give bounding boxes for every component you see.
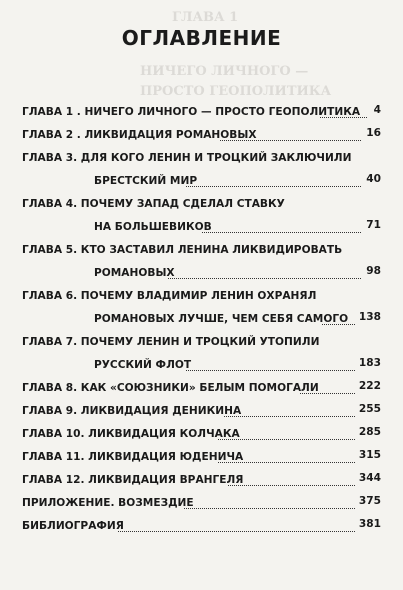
toc-entry-title-continuation: РОМАНОВЫХ ЛУЧШЕ, ЧЕМ СЕБЯ САМОГО bbox=[94, 313, 349, 325]
toc-page-number: 255 bbox=[358, 403, 381, 415]
leader-dots bbox=[186, 186, 361, 187]
toc-page-number: 71 bbox=[366, 219, 381, 231]
leader-dots bbox=[168, 278, 361, 279]
leader-dots bbox=[184, 508, 355, 509]
toc-entry-title: ПРИЛОЖЕНИЕ. ВОЗМЕЗДИЕ bbox=[22, 497, 194, 509]
toc-page-number: 183 bbox=[358, 357, 381, 369]
toc-page-number: 40 bbox=[366, 173, 381, 185]
toc-entry-title: БИБЛИОГРАФИЯ bbox=[22, 520, 124, 532]
toc-page-number: 98 bbox=[366, 265, 381, 277]
toc-page-number: 138 bbox=[358, 311, 381, 323]
toc-entry-title: ГЛАВА 9. ЛИКВИДАЦИЯ ДЕНИКИНА bbox=[22, 405, 242, 417]
toc-entry-title: ГЛАВА 3. ДЛЯ КОГО ЛЕНИН И ТРОЦКИЙ ЗАКЛЮЧИЛИ bbox=[22, 152, 352, 164]
toc-page-number: 315 bbox=[358, 449, 381, 461]
toc-page-number: 344 bbox=[358, 472, 381, 484]
toc-entry-title-continuation: РОМАНОВЫХ bbox=[94, 267, 175, 279]
toc-entry-title: ГЛАВА 8. КАК «СОЮЗНИКИ» БЕЛЫМ ПОМОГАЛИ bbox=[22, 382, 319, 394]
toc-entry-title-continuation: РУССКИЙ ФЛОТ bbox=[94, 359, 192, 371]
toc-page-number: 4 bbox=[373, 104, 381, 116]
toc-page-number: 375 bbox=[358, 495, 381, 507]
toc-page-number: 222 bbox=[358, 380, 381, 392]
page-title: ОГЛАВЛЕНИЕ bbox=[121, 26, 282, 50]
toc-entry-title: ГЛАВА 5. КТО ЗАСТАВИЛ ЛЕНИНА ЛИКВИДИРОВАТЬ bbox=[22, 244, 343, 256]
toc-entry-title: ГЛАВА 12. ЛИКВИДАЦИЯ ВРАНГЕЛЯ bbox=[22, 474, 244, 486]
leader-dots bbox=[218, 462, 355, 463]
leader-dots bbox=[322, 324, 355, 325]
toc-entry-title: ГЛАВА 7. ПОЧЕМУ ЛЕНИН И ТРОЦКИЙ УТОПИЛИ bbox=[22, 336, 320, 348]
toc-entry-title: ГЛАВА 2 . ЛИКВИДАЦИЯ РОМАНОВЫХ bbox=[22, 129, 257, 141]
toc-entry-title: ГЛАВА 4. ПОЧЕМУ ЗАПАД СДЕЛАЛ СТАВКУ bbox=[22, 198, 285, 210]
leader-dots bbox=[228, 485, 355, 486]
toc-entry-title-continuation: БРЕСТСКИЙ МИР bbox=[94, 175, 198, 187]
show-through-background: ГЛАВА 1 НИЧЕГО ЛИЧНОГО — ПРОСТО ГЕОПОЛИТИКА bbox=[140, 10, 332, 99]
toc-page-number: 16 bbox=[366, 127, 381, 139]
toc-page-number: 381 bbox=[358, 518, 381, 530]
leader-dots bbox=[118, 531, 355, 532]
toc-page-number: 285 bbox=[358, 426, 381, 438]
leader-dots bbox=[186, 370, 355, 371]
toc-entry-title: ГЛАВА 11. ЛИКВИДАЦИЯ ЮДЕНИЧА bbox=[22, 451, 244, 463]
toc-entry-title: ГЛАВА 6. ПОЧЕМУ ВЛАДИМИР ЛЕНИН ОХРАНЯЛ bbox=[22, 290, 317, 302]
leader-dots bbox=[300, 393, 355, 394]
toc-entry-title: ГЛАВА 10. ЛИКВИДАЦИЯ КОЛЧАКА bbox=[22, 428, 240, 440]
toc-entry-title: ГЛАВА 1 . НИЧЕГО ЛИЧНОГО — ПРОСТО ГЕОПОЛИТИКА bbox=[22, 106, 361, 118]
toc-entry-title-continuation: НА БОЛЬШЕВИКОВ bbox=[94, 221, 212, 233]
leader-dots bbox=[220, 140, 361, 141]
leader-dots bbox=[224, 416, 355, 417]
leader-dots bbox=[320, 117, 367, 118]
leader-dots bbox=[202, 232, 361, 233]
leader-dots bbox=[218, 439, 355, 440]
